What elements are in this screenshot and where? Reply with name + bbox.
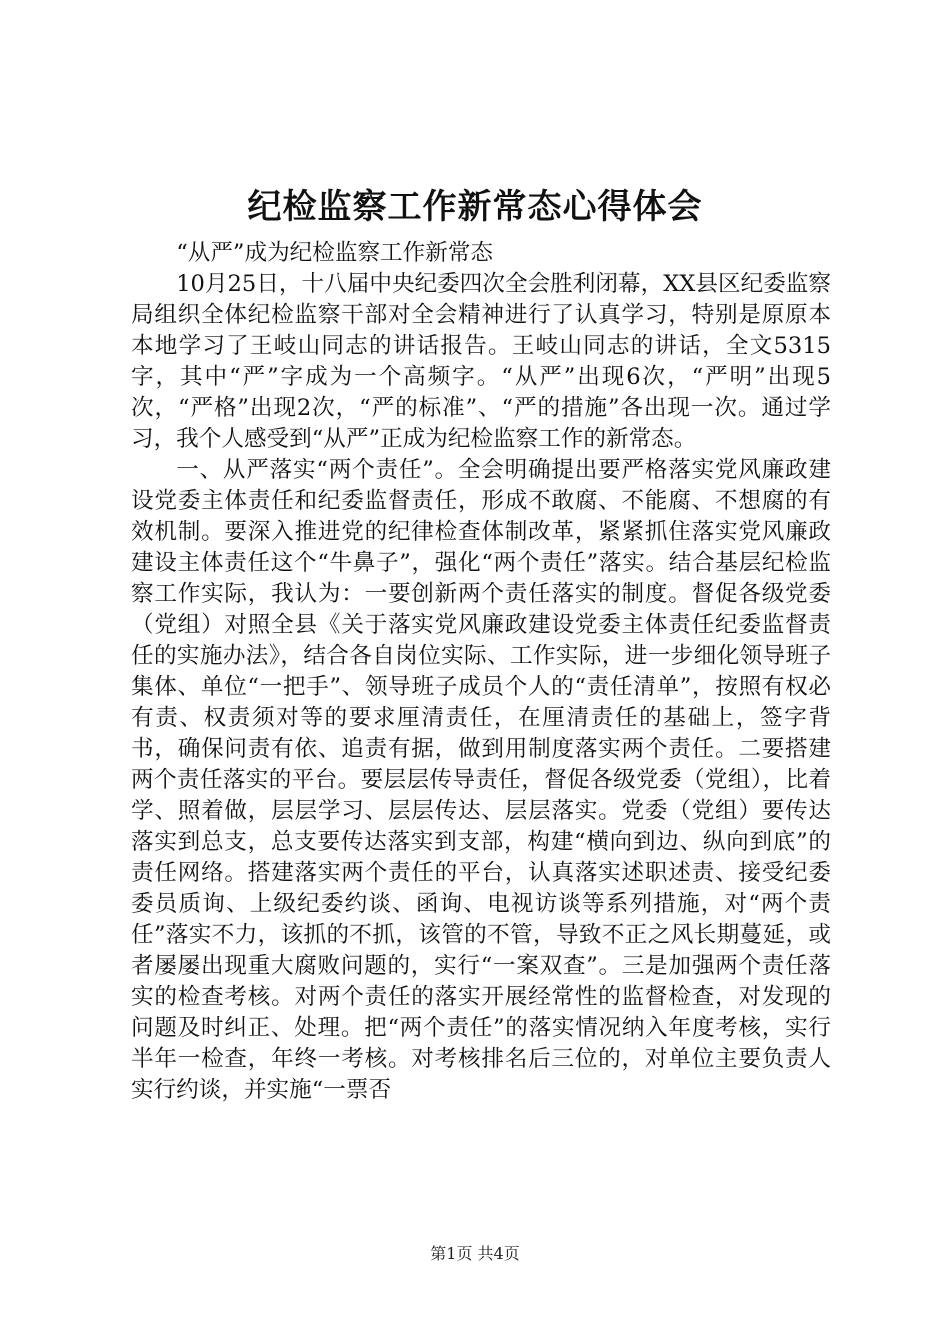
document-title: 纪检监察工作新常态心得体会 bbox=[247, 187, 703, 227]
subtitle-paragraph: “从严”成为纪检监察工作新常态 bbox=[176, 240, 494, 266]
intro-paragraph: 10月25日，十八届中央纪委四次全会胜利闭幕，XX县区纪委监察局组织全体纪检监察干部对全会精神进行了认真学习，特别是原原本本地学习了王岐山同志的讲话报告。王岐山同志的讲话，全文5315字，其中“严”字成为一个高频字。“从严”出现6次，“严明”出现5次，“严格”出现2次，“严的标准”、“严的措施”各出现一次。通过学习，我个人感受到“从严”正成为纪检监察工作的新常态。 bbox=[131, 271, 831, 452]
document-body bbox=[131, 238, 831, 1106]
page-number-footer: 第1页 共4页 bbox=[430, 1244, 520, 1263]
section-one-paragraph: 一、从严落实“两个责任”。全会明确提出要严格落实党风廉政建设党委主体责任和纪委监督责任，形成不敢腐、不能腐、不想腐的有效机制。要深入推进党的纪律检查体制改革，紧紧抓住落实党风廉政建设主体责任这个“牛鼻子”，强化“两个责任”落实。结合基层纪检监察工作实际，我认为：一要创新两个责任落实的制度。督促各级党委（党组）对照全县《关于落实党风廉政建设党委主体责任纪委监督责任的实施办法》，结合各自岗位实际、工作实际，进一步细化领导班子集体、单位“一把手”、领导班子成员个人的“责任清单”，按照有权必有责、权责须对等的要求厘清责任，在厘清责任的基础上，签字背书，确保问责有依、追责有据，做到用制度落实两个责任。二要搭建两个责任落实的平台。要层层传导责任，督促各级党委（党组），比着学、照着做，层层学习、层层传达、层层落实。党委（党组）要传达落实到总支，总支要传达落实到支部，构建“横向到边、纵向到底”的责任网络。搭建落实两个责任的平台，认真落实述职述责、接受纪委委员质询、上级纪委约谈、函询、电视访谈等系列措施，对“两个责任”落实不力，该抓的不抓，该管的不管，导致不正之风长期蔓延，或者屡屡出现重大腐败问题的，实行“一案双查”。三是加强两个责任落实的检查考核。对两个责任的落实开展经常性的监督检查，对发现的问题及时纠正、处理。把“两个责任”的落实情况纳入年度考核，实行半年一检查，年终一考核。对考核排名后三位的，对单位主要负责人实行约谈，并实施“一票否 bbox=[131, 457, 831, 1103]
